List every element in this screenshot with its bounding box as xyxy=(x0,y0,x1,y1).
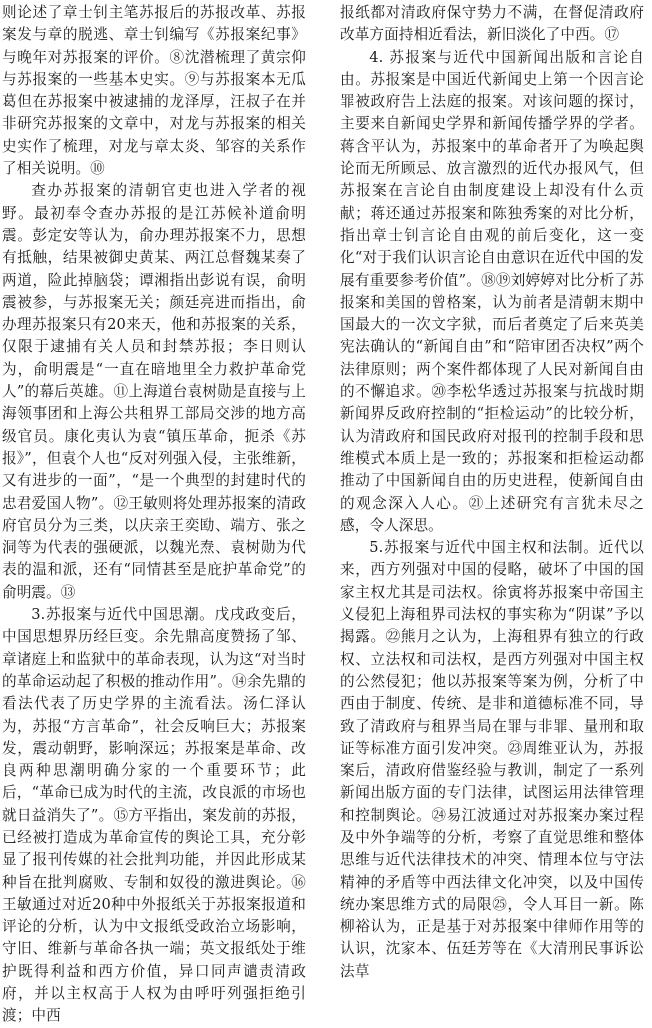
paragraph-sovereignty-law: 5.苏报案与近代中国主权和法制。近代以来，西方列强对中国的侵略，破坏了中国的国家主权尤其是司法权。徐寅将苏报案中帝国主义侵犯上海租界司法权的事实称为“阴谋”予以揭露。㉒熊月之认为，上海租界有独立的行政权、立法权和司法权，是西方列强对中国主权的公然侵犯；他以苏报案等案为例，分析了中西由于制度、传统、是非和道德标准不同，导致了清政府与租界当局在罪与非罪、量刑和取证等标准方面引发冲突。㉓周维亚认为，苏报案后，清政府借鉴经验与教训，制定了一系列新闻出版方面的专门法律，试图运用法律管理和控制舆论。㉔易江波通过对苏报案办案过程及中外争端等的分析，考察了直觉思维和整体思维与近代法律技术的冲突、情理本位与守法精神的矛盾等中西法律文化冲突，以及中国传统办案思维方式的局限㉕，令人耳目一新。陈柳裕认为，正是基于对苏报案中律师作用等的认识，沈家本、伍廷芳等在《大清刑民事诉讼法草 xyxy=(340,539,644,980)
paragraph-thought-trends: 3.苏报案与近代中国思潮。戊戌政变后，中国思想界历经巨变。余先鼎高度赞扬了邹、章诸庭上和监狱中的革命表现，认为这“对当时的革命运动起了积极的推动作用”。⑭余先鼎的看法代表了历史学界的主流看法。汤仁泽认为，苏报“方言革命”，社会反响巨大；苏报案发，震动朝野，影响深远；苏报案是革命、改良两种思潮明确分家的一个重要环节；此后，“革命已成为时代的主流，改良派的市场也就日益消失了”。⑮方平指出，案发前的苏报，已经被打造成为革命宣传的舆论工具，充分彰显了报刊传媒的社会批判功能，并因此形成某种旨在批判腐败、专制和奴役的激进舆论。⑯王敏通过对近20种中外报纸关于苏报案报道和评论的分析，认为中文报纸受政治立场影响，守旧、维新与革命各执一端；英文报纸处于维护既得利益和西方价值，异口同声谴责清政府，并以主权高于人权为由呼吁列强拒绝引渡；中西 xyxy=(2,606,306,1025)
right-column xyxy=(340,2,644,983)
paragraph-sources-review: 则论述了章士钊主笔苏报后的苏报改革、苏报案发与章的脱逃、章士钊编写《苏报案纪事》与晚年对苏报案的评价。⑧沈潜梳理了黄宗仰与苏报案的一些基本史实。⑨与苏报案本无瓜葛但在苏报案中被逮捕的龙泽厚，汪叔子在并非研究苏报案的文章中，对龙与苏报案的相关史实作了梳理，对龙与章太炎、邹容的关系作了相关说明。⑩ xyxy=(2,4,306,178)
paragraph-newspapers-conclusion: 报纸都对清政府保守势力不满，在督促清政府改革方面持相近看法，新旧淡化了中西。⑰ xyxy=(340,4,644,44)
left-column xyxy=(2,2,306,1028)
paragraph-qing-officials: 查办苏报案的清朝官吏也进入学者的视野。最初奉令查办苏报的是江苏候补道俞明震。彭定安等认为，俞办理苏报案不力，思想有抵触，结果被御史黄某、两江总督魏某奏了两道，险此掉脑袋；谭湘指出彭说有误，俞明震被参，与苏报案无关；颜廷亮进而指出，俞办理苏报案只有20来天，他和苏报案的关系，仅限于逮捕有关人员和封禁苏报；李日则认为，俞明震是“一直在暗地里全力救护革命党人”的幕后英雄。⑪上海道台袁树勋是直接与上海领事团和上海公共租界工部局交涉的地方高级官员。康化夷认为袁“镇压革命，扼杀《苏报》”，但袁个人也“反对列强入侵，主张维新，又有进步的一面”，“是一个典型的封建时代的忠君爱国人物”。⑫王敏则将处理苏报案的清政府官员分为三类，以庆亲王奕劻、端方、张之洞等为代表的强硬派，以魏光焘、袁树勋为代表的温和派，还有“同情甚至是庇护革命党”的俞明震。⑬ xyxy=(2,182,306,601)
paragraph-press-freedom: 4. 苏报案与近代中国新闻出版和言论自由。苏报案是中国近代新闻史上第一个因言论罪被政府告上法庭的报案。对该问题的探讨，主要来自新闻史学界和新闻传播学界的学者。蒋含平认为，苏报案中的革命者开了为唤起舆论而无所顾忌、放言激烈的近代办报风气，但苏报案在言论自由制度建设上却没有什么贡献；蒋还通过苏报案和陈独秀案的对比分析，指出章士钊言论自由观的前后变化，这一变化“对于我们认识言论自由意识在近代中国的发展有重要参考价值”。⑱⑲刘婷婷对比分析了苏报案和美国的曾格案，认为前者是清朝末期中国最大的一次文字狱，而后者奠定了后来英美宪法确认的“新闻自由”和“陪审团否决权”两个法律原则；两个案件都体现了人民对新闻自由的不懈追求。⑳李松华透过苏报案与抗战时期新闻界反政府控制的“拒检运动”的比较分析，认为清政府和国民政府对报刊的控制手段和思维模式本质上是一致的；苏报案和拒检运动都推动了中国新闻自由的历史进程，使新闻自由的观念深入人心。㉑上述研究有言犹未尽之感，令人深思。 xyxy=(340,48,644,534)
